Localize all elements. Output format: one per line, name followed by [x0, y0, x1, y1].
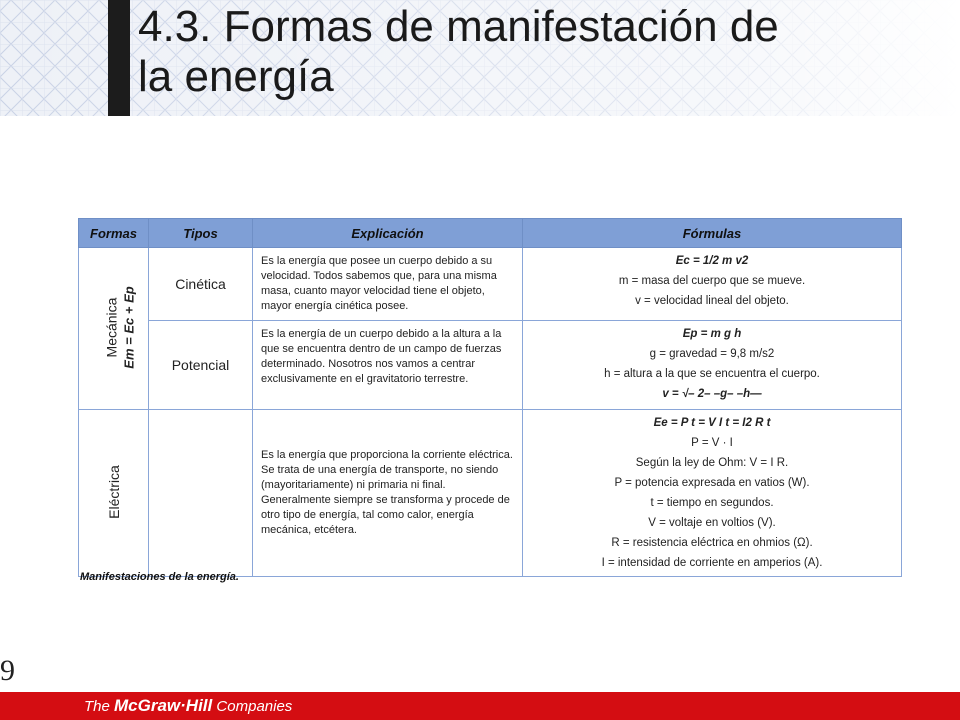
formula-line: V = voltaje en voltios (V). — [648, 517, 776, 529]
header-band — [0, 0, 960, 116]
energy-forms-table — [78, 218, 901, 577]
logo-brand-name: McGraw·Hill — [114, 696, 213, 715]
header-formulas: Fórmulas — [523, 219, 902, 248]
header-tipos: Tipos — [149, 219, 253, 248]
header-formas: Formas — [79, 219, 149, 248]
cell-formulas-electrica — [523, 410, 902, 577]
forma-mecanica-name: Mecánica — [103, 297, 120, 358]
forma-mecanica-formula: Em = Ec + Ep — [121, 286, 137, 369]
formula-line: I = intensidad de corriente en amperios (A). — [601, 557, 823, 569]
title-accent-bar — [108, 0, 130, 116]
formula-line: Ep = m g h — [682, 328, 742, 340]
slide-title-line-1: 4.3. Formas de manifestación de — [138, 2, 779, 51]
formula-line: Ec = 1/2 m v2 — [675, 255, 749, 267]
formula-line: R = resistencia eléctrica en ohmios (Ω). — [611, 537, 813, 549]
cell-formulas-cinetica — [523, 248, 902, 321]
cell-tipo-electrica — [149, 410, 253, 577]
forma-mecanica-label — [104, 286, 137, 368]
cell-formulas-potencial — [523, 321, 902, 410]
formula-line: v = velocidad lineal del objeto. — [635, 295, 789, 307]
formula-line: Ee = P t = V I t = I2 R t — [653, 417, 771, 429]
header-explicacion: Explicación — [253, 219, 523, 248]
formula-line: g = gravedad = 9,8 m/s2 — [649, 348, 775, 360]
formula-line: h = altura a la que se encuentra el cuerpo. — [604, 368, 820, 380]
cell-forma-electrica — [79, 410, 149, 577]
cell-expl-electrica: Es la energía que proporciona la corriente eléctrica. Se trata de una energía de transporte, no siendo (mayoritariamente) ni primaria ni final. Generalmente siempre se transforma y procede de otro tipo de energía, tal como calor, energía mecánica, etcétera. — [253, 410, 523, 577]
cell-forma-mecanica — [79, 248, 149, 410]
slide-title-line-2: la energía — [138, 52, 334, 101]
page-number: 9 — [0, 654, 15, 687]
cell-expl-potencial: Es la energía de un cuerpo debido a la altura a la que se encuentra dentro de un campo de fuerzas determinado. Nosotros nos vamos a centrar exclusivamente en el gravitatorio terrestre. — [253, 321, 523, 410]
table-row-cinetica — [79, 248, 902, 321]
logo-prefix: The — [84, 698, 115, 715]
cell-expl-cinetica: Es la energía que posee un cuerpo debido a su velocidad. Todos sabemos que, para una misma masa, cuanto mayor velocidad tiene el objeto, mayor energía cinética posee. — [253, 248, 523, 321]
formula-line: P = V · I — [691, 437, 733, 449]
cell-tipo-potencial: Potencial — [149, 321, 253, 410]
table-caption: Manifestaciones de la energía. — [80, 571, 239, 583]
footer-bar — [0, 692, 960, 720]
table-row-potencial — [79, 321, 902, 410]
formula-line: v = √– 2– –g– –h— — [662, 388, 762, 400]
table-header-row — [79, 219, 902, 248]
formula-line: t = tiempo en segundos. — [650, 497, 774, 509]
logo-suffix: Companies — [212, 698, 293, 715]
slide-title — [138, 2, 918, 102]
table-row-electrica — [79, 410, 902, 577]
formula-line: P = potencia expresada en vatios (W). — [614, 477, 810, 489]
forma-electrica-name: Eléctrica — [105, 465, 122, 519]
cell-tipo-cinetica: Cinética — [149, 248, 253, 321]
formula-line: m = masa del cuerpo que se mueve. — [618, 275, 806, 287]
formula-line: Según la ley de Ohm: V = I R. — [635, 457, 789, 469]
mcgraw-hill-logo — [84, 696, 292, 717]
